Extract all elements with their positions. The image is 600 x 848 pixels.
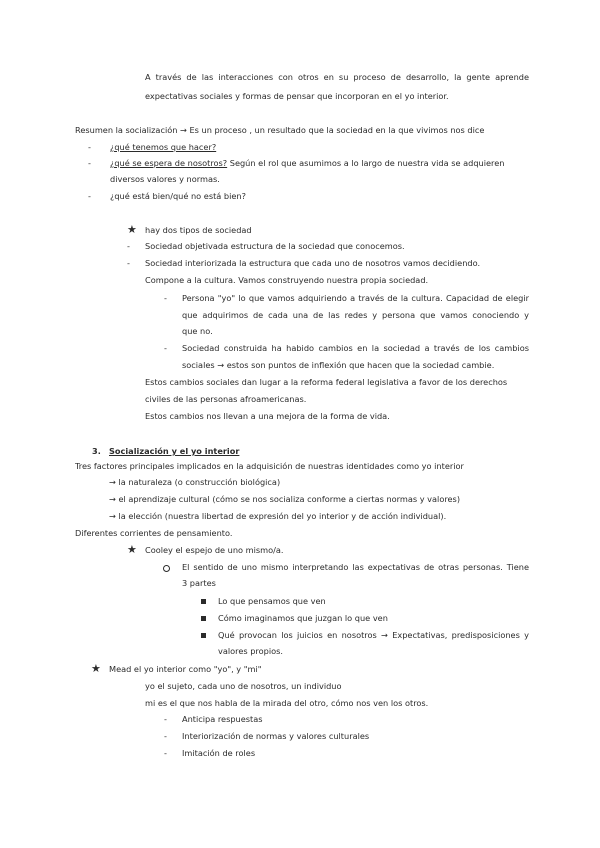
factor-1: → la naturaleza (o construcción biológica)	[109, 477, 281, 487]
factor-3: → la elección (nuestra libertad de expresión del yo interior y de acción individual).	[109, 511, 447, 521]
dash-bullet: -	[164, 293, 167, 303]
star-bullet-icon: ★	[91, 662, 101, 675]
tipos-item-2-cont: Compone a la cultura. Vamos construyendo nuestra propia sociedad.	[145, 275, 429, 285]
resumen-bullet-1: ¿qué tenemos que hacer?	[110, 142, 217, 152]
factor-2: → el aprendizaje cultural (cómo se nos socializa conforme a ciertas normas y valores)	[109, 494, 461, 504]
section-title: Socialización y el yo interior	[109, 446, 240, 456]
cooley-line-2: 3 partes	[182, 578, 216, 588]
resumen-bullet-2-underlined: ¿qué se espera de nosotros?	[110, 158, 228, 168]
cooley-heading: Cooley el espejo de uno mismo/a.	[145, 545, 284, 555]
dash-bullet: -	[88, 158, 91, 168]
dash-bullet: -	[164, 748, 167, 758]
persona-line-1: Persona "yo" lo que vamos adquiriendo a través de la cultura. Capacidad de elegir	[182, 293, 529, 303]
persona-line-2: que adquirimos de cada una de las redes y persona que vamos conociendo y	[182, 310, 529, 320]
dash-bullet: -	[88, 142, 91, 152]
mead-item-3: Imitación de roles	[182, 748, 256, 758]
cambios-line-2: civiles de las personas afroamericanas.	[145, 394, 307, 404]
cambios-line-1: Estos cambios sociales dan lugar a la reforma federal legislativa a favor de los derechos	[145, 377, 508, 387]
persona-line-3: que no.	[182, 326, 213, 336]
corrientes-line: Diferentes corrientes de pensamiento.	[75, 528, 233, 538]
section-number: 3.	[92, 446, 101, 456]
cooley-line-1: El sentido de uno mismo interpretando las expectativas de otras personas. Tiene	[182, 562, 529, 572]
dash-bullet: -	[127, 241, 130, 251]
mead-item-1: Anticipa respuestas	[182, 714, 263, 724]
dash-bullet: -	[164, 731, 167, 741]
dash-bullet: -	[164, 714, 167, 724]
intro-line-1: A través de las interacciones con otros en su proceso de desarrollo, la gente aprende	[145, 72, 529, 82]
mead-line-2: mi es el que nos habla de la mirada del otro, cómo nos ven los otros.	[145, 698, 429, 708]
mead-heading: Mead el yo interior como "yo", y "mi"	[109, 664, 262, 674]
mead-item-2: Interiorización de normas y valores culturales	[182, 731, 370, 741]
square-bullet-icon	[201, 616, 206, 621]
resumen-bullet-2-line-2: diversos valores y normas.	[110, 174, 220, 184]
dash-bullet: -	[127, 258, 130, 268]
section-intro: Tres factores principales implicados en la adquisición de nuestras identidades como yo interior	[75, 461, 464, 471]
resumen-bullet-3: ¿qué está bien/qué no está bien?	[110, 191, 246, 201]
construida-line-1: Sociedad construida ha habido cambios en la sociedad a través de los cambios	[182, 343, 529, 353]
resumen-line: Resumen la socialización → Es un proceso , un resultado que la sociedad en la que vivimos nos dice	[75, 125, 485, 135]
square-bullet-icon	[201, 633, 206, 638]
cambios-line-3: Estos cambios nos llevan a una mejora de la forma de vida.	[145, 411, 390, 421]
circle-bullet-icon	[163, 565, 170, 572]
cooley-part-2: Cómo imaginamos que juzgan lo que ven	[218, 613, 388, 623]
square-bullet-icon	[201, 599, 206, 604]
star-bullet-icon: ★	[127, 223, 137, 236]
cooley-part-3-line-2: valores propios.	[218, 646, 283, 656]
construida-line-2: sociales → estos son puntos de inflexión que hacen que la sociedad cambie.	[182, 360, 495, 370]
resumen-bullet-2	[110, 158, 504, 169]
star-bullet-icon: ★	[127, 543, 137, 556]
mead-line-1: yo el sujeto, cada uno de nosotros, un individuo	[145, 681, 342, 691]
tipos-heading: hay dos tipos de sociedad	[145, 225, 252, 235]
cooley-part-1: Lo que pensamos que ven	[218, 596, 326, 606]
tipos-item-2: Sociedad interiorizada la estructura que cada uno de nosotros vamos decidiendo.	[145, 258, 481, 268]
dash-bullet: -	[88, 191, 91, 201]
intro-line-2: expectativas sociales y formas de pensar que incorporan en el yo interior.	[145, 91, 449, 101]
resumen-bullet-2-rest: Según el rol que asumimos a lo largo de nuestra vida se adquieren	[227, 158, 505, 168]
tipos-item-1: Sociedad objetivada estructura de la sociedad que conocemos.	[145, 241, 405, 251]
cooley-part-3-line-1: Qué provocan los juicios en nosotros → Expectativas, predisposiciones y	[218, 630, 529, 640]
dash-bullet: -	[164, 343, 167, 353]
